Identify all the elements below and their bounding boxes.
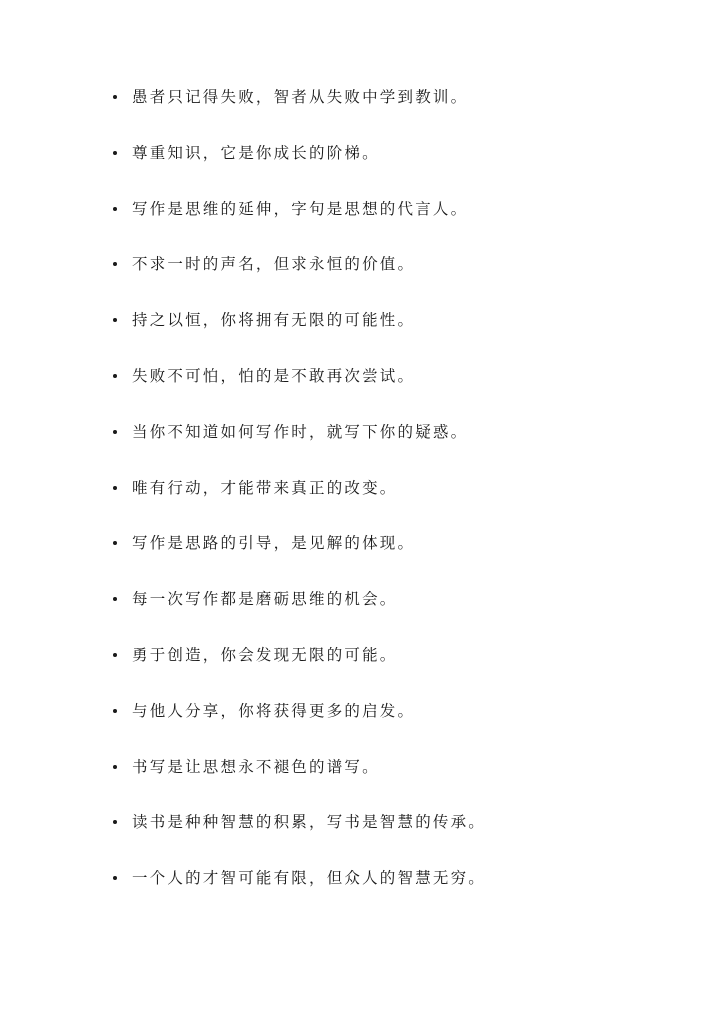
list-item bbox=[0, 142, 720, 198]
bullet-icon bbox=[113, 541, 117, 545]
quote-list bbox=[0, 86, 720, 923]
bullet-icon bbox=[113, 207, 117, 211]
quote-text: 尊重知识，它是你成长的阶梯。 bbox=[132, 143, 380, 162]
quote-text: 勇于创造，你会发现无限的可能。 bbox=[132, 645, 398, 664]
list-item bbox=[0, 365, 720, 421]
bullet-icon bbox=[113, 151, 117, 155]
bullet-icon bbox=[113, 262, 117, 266]
list-item bbox=[0, 309, 720, 365]
list-item bbox=[0, 756, 720, 812]
bullet-icon bbox=[113, 318, 117, 322]
list-item bbox=[0, 421, 720, 477]
bullet-icon bbox=[113, 95, 117, 99]
quote-text: 一个人的才智可能有限，但众人的智慧无穷。 bbox=[132, 869, 487, 888]
quote-text: 不求一时的声名，但求永恒的价值。 bbox=[132, 255, 416, 274]
quote-text: 写作是思维的延伸，字句是思想的代言人。 bbox=[132, 199, 469, 218]
list-item bbox=[0, 644, 720, 700]
quote-text: 当你不知道如何写作时，就写下你的疑惑。 bbox=[132, 422, 469, 441]
bullet-icon bbox=[113, 374, 117, 378]
quote-text: 持之以恒，你将拥有无限的可能性。 bbox=[132, 311, 416, 330]
quote-text: 读书是种种智慧的积累，写书是智慧的传承。 bbox=[132, 813, 487, 832]
quote-text: 写作是思路的引导，是见解的体现。 bbox=[132, 534, 416, 553]
bullet-icon bbox=[113, 653, 117, 657]
bullet-icon bbox=[113, 597, 117, 601]
quote-text: 唯有行动，才能带来真正的改变。 bbox=[132, 478, 398, 497]
quote-text: 书写是让思想永不褪色的谱写。 bbox=[132, 757, 380, 776]
bullet-icon bbox=[113, 709, 117, 713]
list-item bbox=[0, 700, 720, 756]
list-item bbox=[0, 253, 720, 309]
list-item bbox=[0, 811, 720, 867]
list-item bbox=[0, 532, 720, 588]
bullet-icon bbox=[113, 820, 117, 824]
list-item bbox=[0, 588, 720, 644]
quote-text: 每一次写作都是磨砺思维的机会。 bbox=[132, 590, 398, 609]
list-item bbox=[0, 198, 720, 254]
bullet-icon bbox=[113, 430, 117, 434]
list-item bbox=[0, 477, 720, 533]
bullet-icon bbox=[113, 765, 117, 769]
quote-text: 与他人分享，你将获得更多的启发。 bbox=[132, 701, 416, 720]
quote-text: 失败不可怕，怕的是不敢再次尝试。 bbox=[132, 366, 416, 385]
bullet-icon bbox=[113, 486, 117, 490]
list-item bbox=[0, 86, 720, 142]
list-item bbox=[0, 867, 720, 923]
quote-text: 愚者只记得失败，智者从失败中学到教训。 bbox=[132, 88, 469, 106]
bullet-icon bbox=[113, 876, 117, 880]
